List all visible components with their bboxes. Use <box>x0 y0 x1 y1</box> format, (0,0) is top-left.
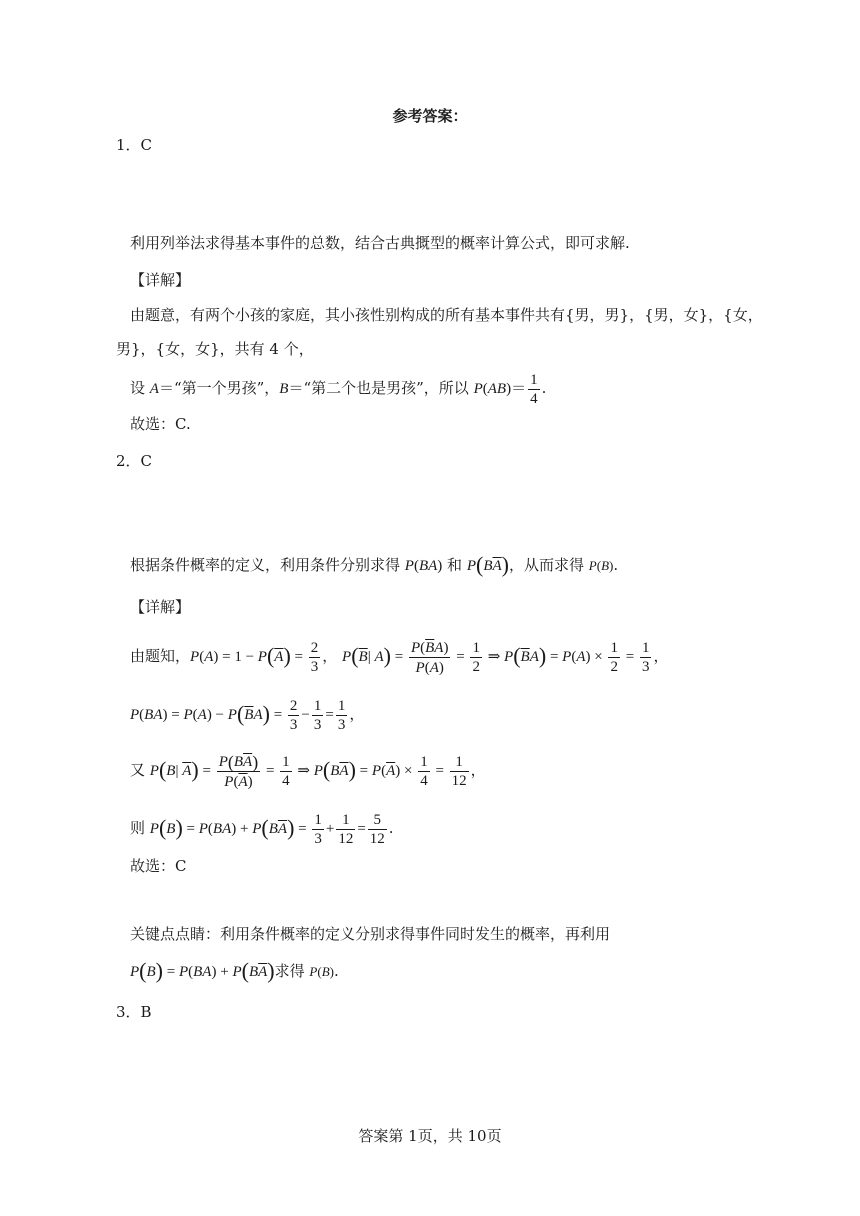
conclusion-2: 故选：C <box>130 857 187 875</box>
detail-heading-1: 【详解】 <box>130 271 191 289</box>
answer-1: 1．C <box>116 136 153 154</box>
analysis-1: 利用列举法求得基本事件的总数，结合古典摡型的概率计算公式，即可求解. <box>130 234 630 252</box>
detail-line-2a: 由题知，$P(A) = 1 - P(\overline{A})$ = $\frac{2}{3}$ ， $P(\overline{B}|$ A) = $\frac{P(\overline{B}A)}{P(A)}$ = $\frac{1}{2}$ ⇒ $P(\overline{B}A) = P(A)$ × $\frac{1}{2}$ = $\frac{1}{3}$ ， <box>130 639 669 676</box>
detail-line-2d: 则 $P(B) = P(BA) + P(B\overline{A})$ = $\frac{1}{3}$ + $\frac{1}{12}$ = $\frac{5}{12}$ . <box>130 811 394 847</box>
conclusion-1: 故选：C. <box>130 415 191 433</box>
answer-3: 3．B <box>116 1003 152 1021</box>
key-point-2-formula: $P(B) = P(BA) + P(B\overline{A})$求得 P(B). <box>130 958 339 983</box>
detail-line-1a: 由题意，有两个小孩的家庭，其小孩性别构成的所有基本事件共有{男，男}，{男，女}，{女， <box>130 306 763 324</box>
detail-heading-2: 【详解】 <box>130 598 191 616</box>
detail-line-2b: $P(BA) = P(A) - P(\overline{B}A)$ = $\frac{2}{3}$ − $\frac{1}{3}$ = $\frac{1}{3}$ ， <box>130 697 365 733</box>
detail-line-1b: 男}，{女，女}，共有 4 个， <box>116 340 314 358</box>
answer-2: 2．C <box>116 452 153 470</box>
analysis-2: 根据条件概率的定义，利用条件分别求得 P(BA) 和 $P(B\overline{A})$，从而求得 P(B). <box>130 552 619 577</box>
page-footer: 答案第 1页，共 10页 <box>358 1127 502 1145</box>
detail-line-2c: 又 P(B| $\overline{A}$) = $\frac{P(B\overline{A})}{P(\overline{A})}$ = $\frac{1}{4}$ ⇒ $P(B\overline{A}) = P(\overline{A})$ × $\frac{1}{4}$ = $\frac{1}{12}$ ， <box>130 751 486 790</box>
detail-line-1c: 设 A＝“第一个男孩”，B＝“第二个也是男孩”，所以 P(AB)＝ $\frac{1}{4}$ . <box>130 371 547 407</box>
page-title: 参考答案： <box>392 107 468 125</box>
key-point-2: 关键点点睛：利用条件概率的定义分别求得事件同时发生的概率，再利用 <box>130 925 611 943</box>
fraction-1-4: $\frac{1}{4}$ <box>530 371 538 407</box>
